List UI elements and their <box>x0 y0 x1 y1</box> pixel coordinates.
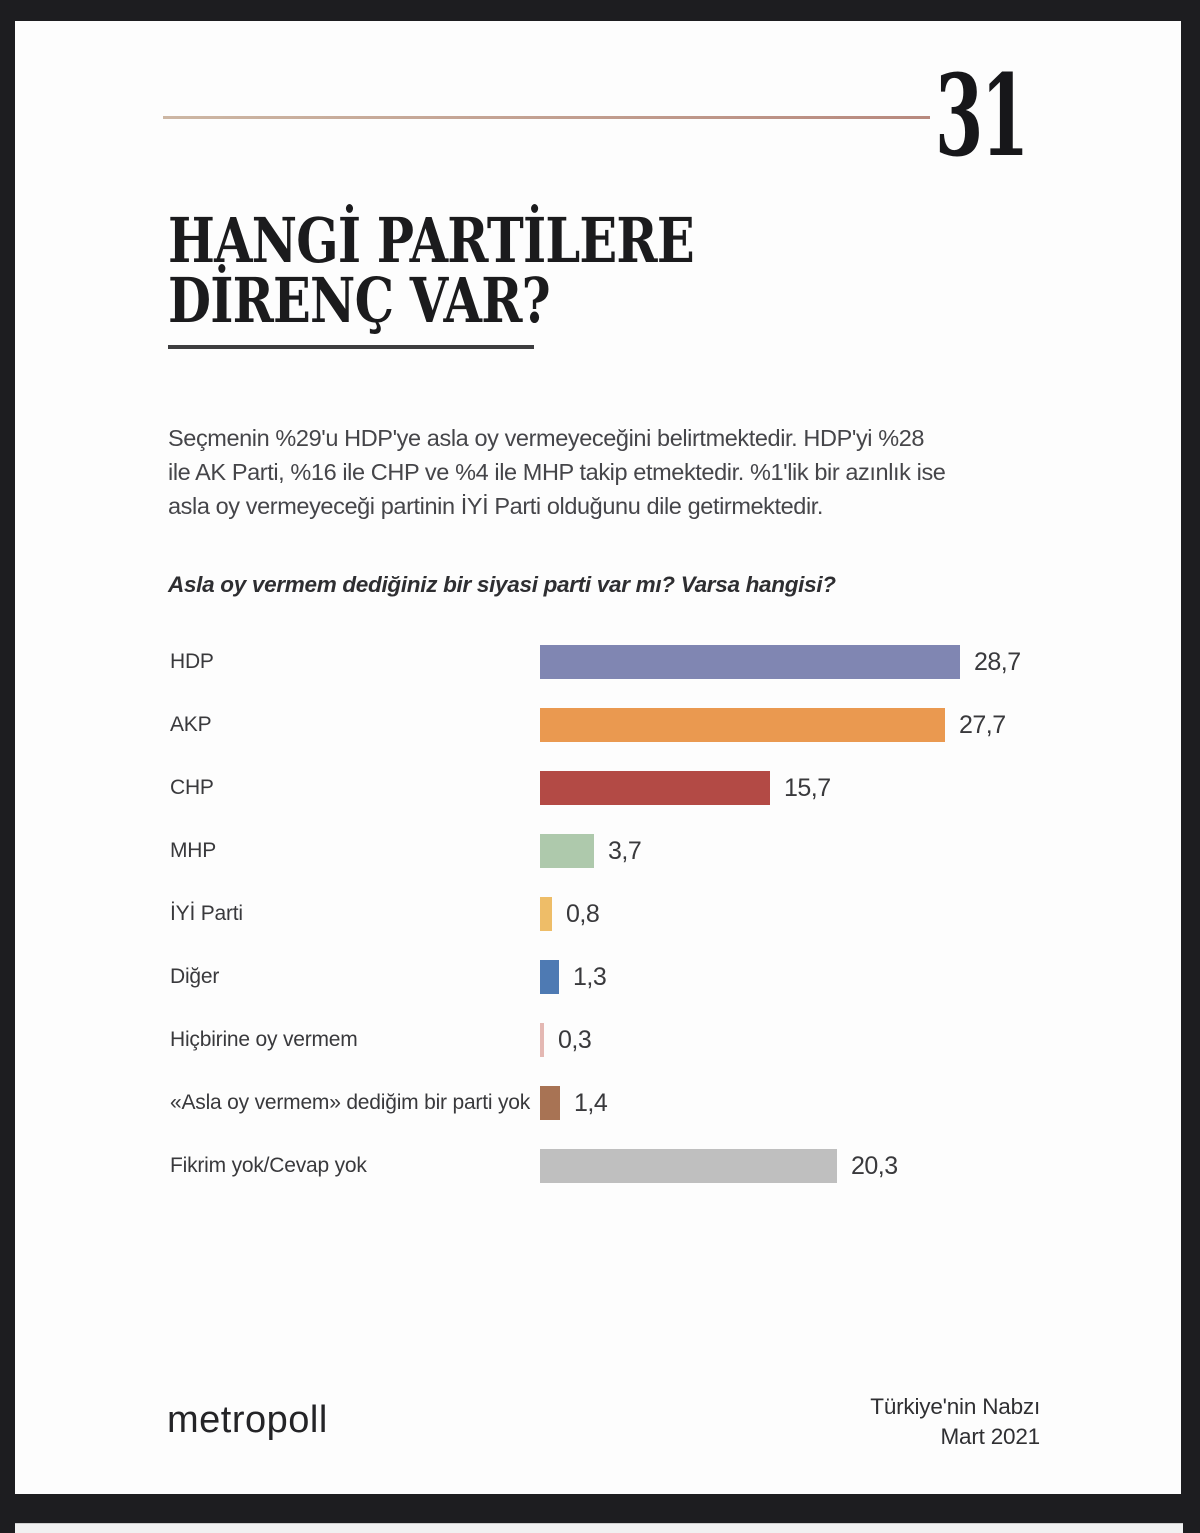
category-label: Fikrim yok/Cevap yok <box>170 1154 367 1177</box>
bar <box>540 1023 544 1057</box>
category-label: Diğer <box>170 965 220 988</box>
bar <box>540 771 770 805</box>
value-label: 20,3 <box>851 1152 898 1180</box>
bar <box>540 1149 837 1183</box>
page-number: 31 <box>935 51 1027 182</box>
category-label: İYİ Parti <box>170 902 243 925</box>
bar <box>540 645 960 679</box>
survey-question: Asla oy vermem dediğiniz bir siyasi parti var mı? Varsa hangisi? <box>168 572 836 597</box>
category-label: MHP <box>170 839 217 862</box>
value-label: 0,3 <box>558 1026 592 1054</box>
source-note <box>870 1392 1040 1452</box>
value-label: 27,7 <box>959 711 1006 739</box>
value-label: 0,8 <box>566 900 600 928</box>
category-label: AKP <box>170 713 212 736</box>
bar <box>540 834 594 868</box>
source-series-name: Türkiye'nin Nabzı <box>870 1394 1040 1419</box>
source-date: Mart 2021 <box>940 1424 1040 1449</box>
value-label: 1,4 <box>574 1089 608 1117</box>
chart-row <box>15 834 1181 868</box>
category-label: «Asla oy vermem» dediğim bir parti yok <box>170 1091 531 1114</box>
category-label: HDP <box>170 650 214 673</box>
chart-row <box>15 1149 1181 1183</box>
bar <box>540 897 552 931</box>
summary-line: Seçmenin %29'u HDP'ye asla oy vermeyeceğini belirtmektedir. HDP'yi %28 <box>168 425 925 451</box>
summary-line: ile AK Parti, %16 ile CHP ve %4 ile MHP takip etmektedir. %1'lik bir azınlık ise <box>168 459 946 485</box>
chart-row <box>15 897 1181 931</box>
next-page-edge <box>15 1523 1183 1533</box>
bar <box>540 1086 560 1120</box>
category-label: Hiçbirine oy vermem <box>170 1028 358 1051</box>
value-label: 3,7 <box>608 837 642 865</box>
chart-row <box>15 771 1181 805</box>
chart-row <box>15 708 1181 742</box>
chart-row <box>15 1023 1181 1057</box>
chart-row <box>15 960 1181 994</box>
value-label: 1,3 <box>573 963 607 991</box>
value-label: 28,7 <box>974 648 1021 676</box>
category-label: CHP <box>170 776 214 799</box>
bar <box>540 708 945 742</box>
bar-chart <box>15 21 1181 1281</box>
report-page <box>15 21 1181 1494</box>
chart-row <box>15 1086 1181 1120</box>
value-label: 15,7 <box>784 774 831 802</box>
page-title-line2: DİRENÇ VAR? <box>168 264 550 337</box>
chart-row <box>15 645 1181 679</box>
metropoll-logo: metropoll <box>167 1399 328 1441</box>
summary-line: asla oy vermeyeceği partinin İYİ Parti olduğunu dile getirmektedir. <box>168 493 824 519</box>
page-title-line1: HANGİ PARTİLERE <box>168 204 694 277</box>
bar <box>540 960 559 994</box>
